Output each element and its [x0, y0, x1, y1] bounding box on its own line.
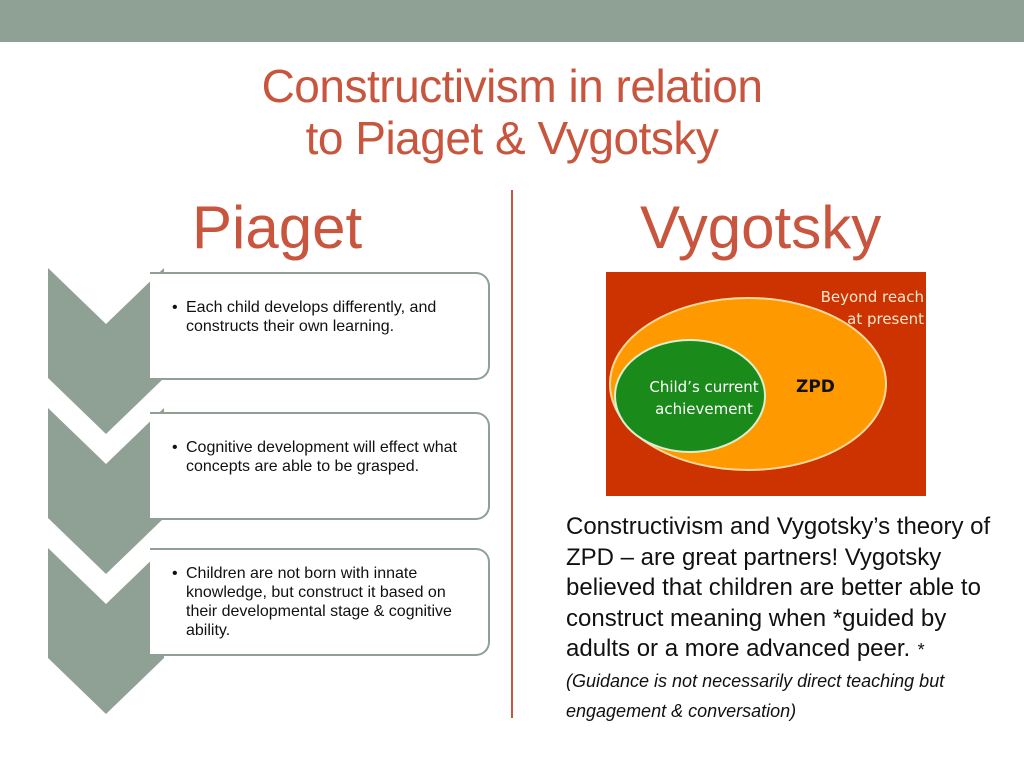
zpd-diagram: [606, 272, 926, 496]
zpd-outer-label-2: at present: [847, 310, 924, 328]
vygotsky-body: Constructivism and Vygotsky’s theory of ZPD – are great partners! Vygotsky believed that children are better able to construct meaning when *guided by adults or a more advanced peer.: [566, 513, 991, 662]
zpd-middle-label: ZPD: [796, 377, 835, 397]
chevron-1: [48, 268, 164, 434]
vygotsky-heading: Vygotsky: [640, 194, 882, 261]
piaget-point-3: [150, 548, 490, 656]
piaget-point-1-text: • Each child develops differently, and constructs their own learning.: [186, 298, 480, 336]
zpd-inner-region: [615, 340, 765, 452]
top-bar: [0, 0, 1024, 42]
piaget-point-3-text: • Children are not born with innate knowledge, but construct it based on their developmental stage & cognitive ability.: [186, 564, 480, 640]
slide-title: [0, 60, 1024, 164]
piaget-point-1: [150, 272, 490, 380]
vygotsky-text: [566, 512, 996, 726]
slide-title-line-2: to Piaget & Vygotsky: [305, 112, 719, 164]
column-divider: [511, 190, 513, 718]
vygotsky-note: *(Guidance is not necessarily direct teaching but engagement & conversation): [566, 640, 945, 721]
piaget-point-2: [150, 412, 490, 520]
zpd-outer-label-1: Beyond reach: [820, 288, 924, 306]
piaget-heading: Piaget: [192, 194, 363, 261]
slide-title-line-1: Constructivism in relation: [261, 60, 763, 112]
zpd-inner-label-1: Child’s current: [649, 378, 759, 396]
piaget-point-2-text: • Cognitive development will effect what concepts are able to be grasped.: [186, 438, 480, 476]
zpd-inner-label-2: achievement: [655, 400, 753, 418]
